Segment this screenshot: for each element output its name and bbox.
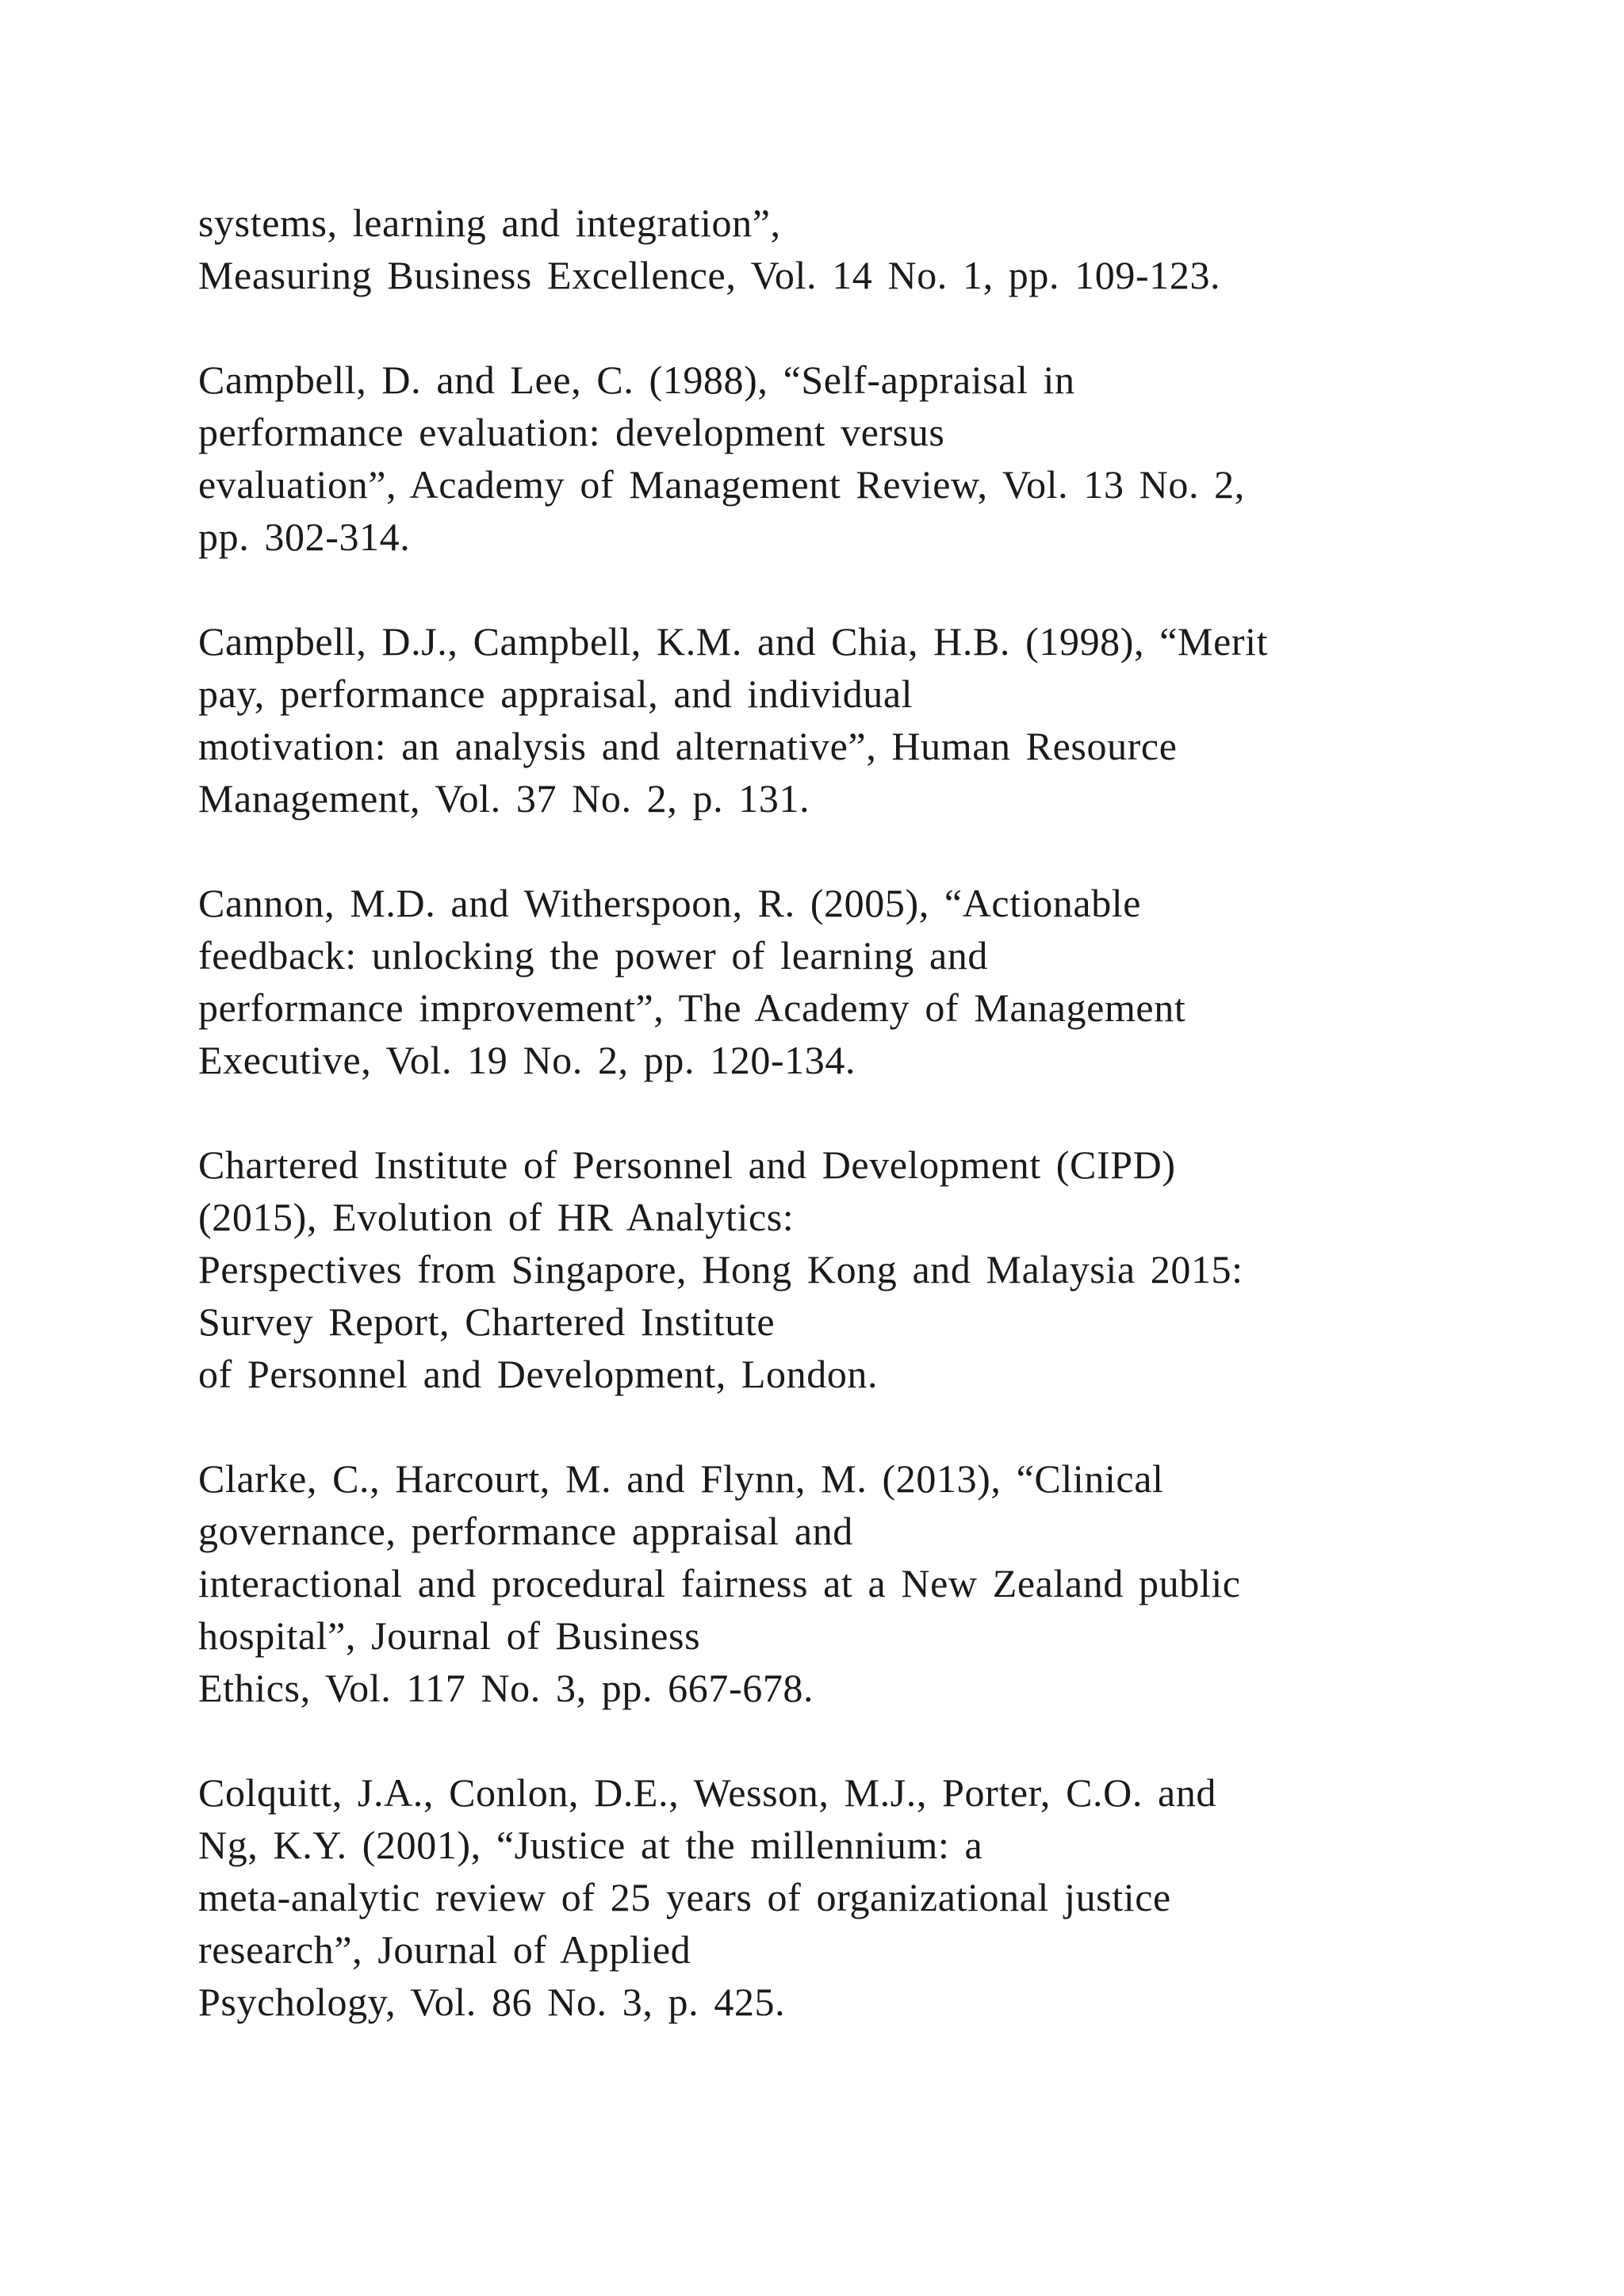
reference-line: of Personnel and Development, London. bbox=[198, 1352, 879, 1396]
reference-line: Survey Report, Chartered Institute bbox=[198, 1299, 776, 1344]
reference-line: evaluation”, Academy of Management Review, Vol. 13 No. 2, bbox=[198, 462, 1245, 507]
reference-line: research”, Journal of Applied bbox=[198, 1927, 691, 1972]
reference-entry bbox=[198, 1138, 1467, 1400]
reference-line: Clarke, C., Harcourt, M. and Flynn, M. (2013), “Clinical bbox=[198, 1456, 1164, 1501]
reference-line: meta-analytic review of 25 years of organizational justice bbox=[198, 1875, 1171, 1919]
reference-entry bbox=[198, 1766, 1467, 2028]
reference-line: governance, performance appraisal and bbox=[198, 1509, 853, 1553]
reference-line: performance evaluation: development versus bbox=[198, 410, 945, 454]
reference-line: performance improvement”, The Academy of Management bbox=[198, 985, 1186, 1030]
reference-line: Campbell, D. and Lee, C. (1988), “Self-appraisal in bbox=[198, 358, 1075, 402]
reference-line: pay, performance appraisal, and individual bbox=[198, 672, 914, 716]
reference-line: hospital”, Journal of Business bbox=[198, 1613, 701, 1658]
reference-line: Executive, Vol. 19 No. 2, pp. 120-134. bbox=[198, 1038, 856, 1082]
reference-line: Measuring Business Excellence, Vol. 14 No. 1, pp. 109-123. bbox=[198, 253, 1221, 297]
reference-entry bbox=[198, 197, 1467, 301]
reference-entry bbox=[198, 1452, 1467, 1714]
reference-line: pp. 302-314. bbox=[198, 515, 411, 559]
reference-line: Management, Vol. 37 No. 2, p. 131. bbox=[198, 776, 810, 821]
reference-line: Perspectives from Singapore, Hong Kong and Malaysia 2015: bbox=[198, 1247, 1243, 1292]
reference-entry bbox=[198, 615, 1467, 825]
reference-line: Ng, K.Y. (2001), “Justice at the millennium: a bbox=[198, 1823, 983, 1867]
reference-line: interactional and procedural fairness at a New Zealand public bbox=[198, 1561, 1241, 1605]
reference-entry bbox=[198, 354, 1467, 563]
reference-line: Ethics, Vol. 117 No. 3, pp. 667-678. bbox=[198, 1666, 814, 1710]
reference-list bbox=[198, 197, 1467, 2080]
reference-line: Psychology, Vol. 86 No. 3, p. 425. bbox=[198, 1980, 786, 2024]
reference-line: (2015), Evolution of HR Analytics: bbox=[198, 1195, 795, 1239]
reference-line: Campbell, D.J., Campbell, K.M. and Chia, H.B. (1998), “Merit bbox=[198, 619, 1269, 664]
reference-line: Colquitt, J.A., Conlon, D.E., Wesson, M.J., Porter, C.O. and bbox=[198, 1770, 1217, 1815]
reference-line: motivation: an analysis and alternative”, Human Resource bbox=[198, 724, 1178, 768]
reference-line: Chartered Institute of Personnel and Development (CIPD) bbox=[198, 1142, 1176, 1187]
reference-entry bbox=[198, 877, 1467, 1086]
reference-line: systems, learning and integration”, bbox=[198, 201, 781, 245]
reference-line: Cannon, M.D. and Witherspoon, R. (2005), “Actionable bbox=[198, 881, 1142, 925]
reference-line: feedback: unlocking the power of learning and bbox=[198, 933, 988, 978]
